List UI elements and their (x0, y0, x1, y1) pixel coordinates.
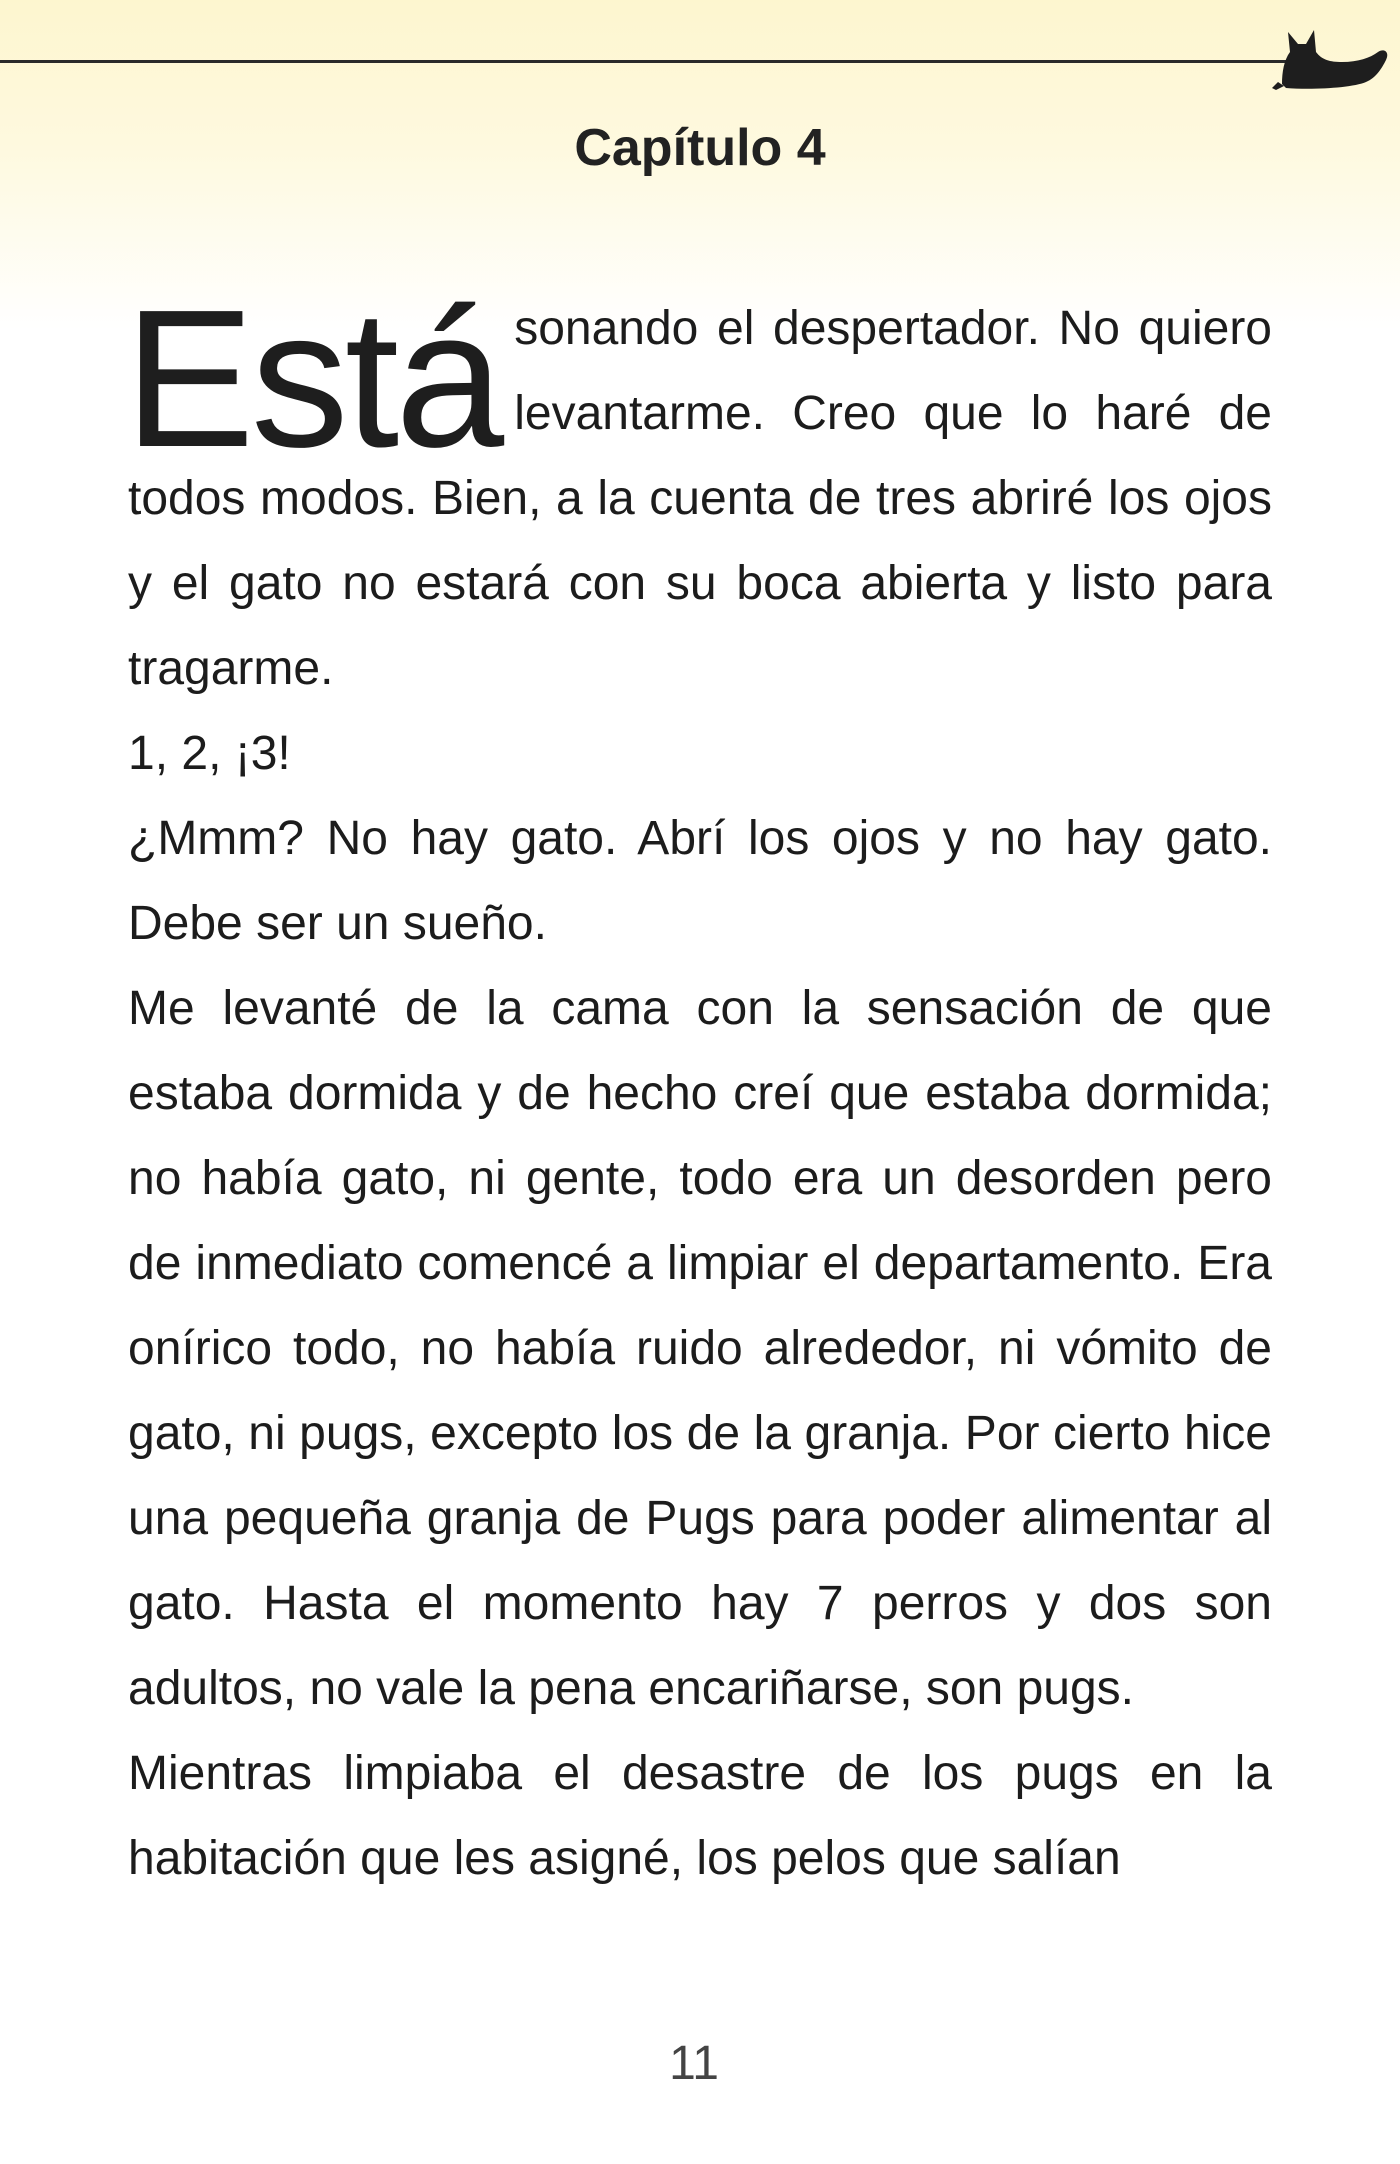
paragraph-pugs-room: Mientras limpiaba el desastre de los pugs en la habitación que les asigné, los pelos que salían (128, 1747, 1272, 1885)
paragraph-no-cat: ¿Mmm? No hay gato. Abrí los ojos y no hay gato. Debe ser un sueño. (128, 812, 1272, 950)
chapter-text (124, 269, 1272, 1901)
paragraph-count: 1, 2, ¡3! (128, 727, 291, 780)
paragraph-cleaning: Me levanté de la cama con la sensación de que estaba dormida y de hecho creí que estaba dormida; no había gato, ni gente, todo era un desorden pero de inmediato comencé a limpiar el departamento. Era onírico todo, no había ruido alrededor, ni vómito de gato, ni pugs, excepto los de la granja. Por cierto hice una pequeña granja de Pugs para poder alimentar al gato. Hasta el momento hay 7 perros y dos son adultos, no vale la pena encariñarse, son pugs. (128, 982, 1272, 1715)
header-rule (0, 60, 1290, 63)
cat-icon (1272, 22, 1392, 92)
first-paragraph (124, 269, 1272, 711)
first-paragraph-text: sonando el despertador. No quiero levantarme. Creo que lo haré de todos modos. Bien, a la cuenta de tres abriré los ojos y el gato no estará con su boca abierta y listo para tragarme. (128, 302, 1272, 695)
dropcap: Está (124, 269, 501, 488)
page-number: 11 (669, 2037, 719, 2090)
chapter-title: Capítulo 4 (574, 119, 826, 177)
